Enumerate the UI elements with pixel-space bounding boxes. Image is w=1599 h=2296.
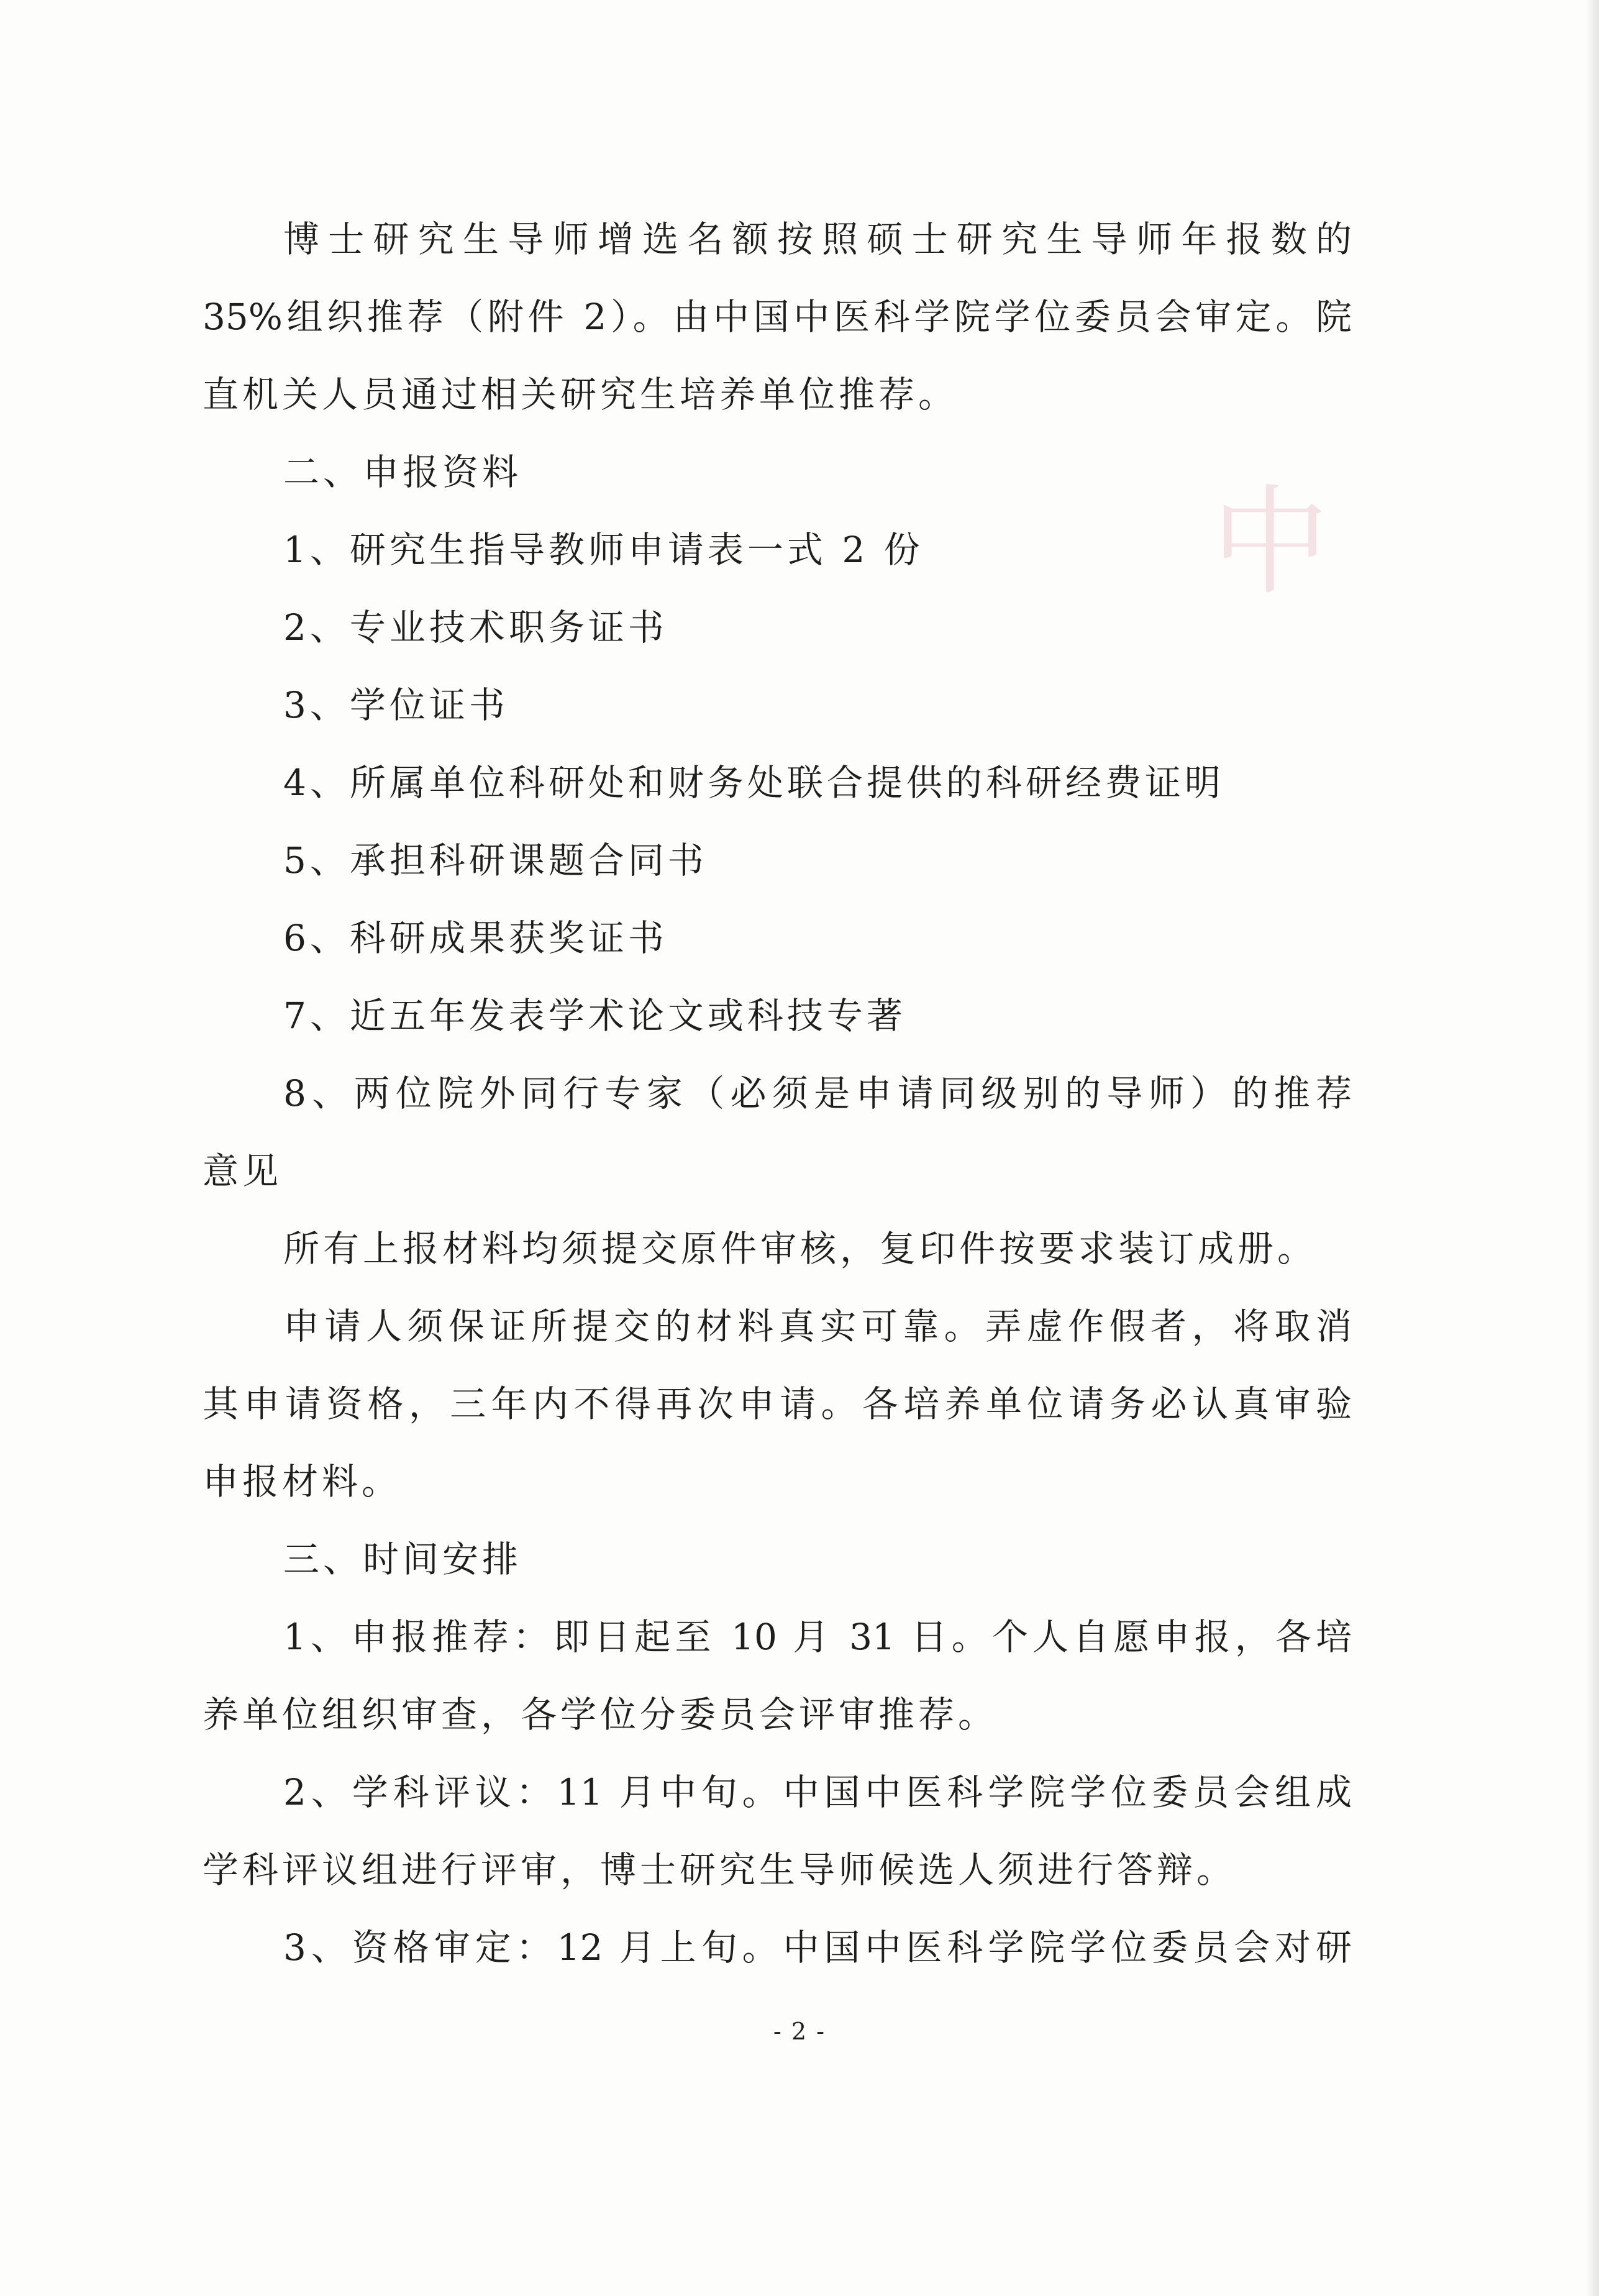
- bleed-through-watermark: 中: [1211, 473, 1355, 611]
- list-item: 7、近五年发表学术论文或科技专著: [283, 995, 906, 1037]
- list-item: 3、学位证书: [283, 684, 509, 726]
- list-item: 4、所属单位科研处和财务处联合提供的科研经费证明: [283, 762, 1224, 804]
- paragraph-line: 直机关人员通过相关研究生培养单位推荐。: [203, 373, 959, 416]
- list-item: 5、承担科研课题合同书: [283, 839, 708, 882]
- section-heading: 二、申报资料: [283, 451, 522, 493]
- paragraph-line: 申报材料。: [203, 1460, 402, 1503]
- paragraph-line: 其申请资格，三年内不得再次申请。各培养单位请务必认真审验: [203, 1383, 1352, 1425]
- schedule-item: 1、申报推荐：即日起至 10 月 31 日。个人自愿申报，各培: [283, 1616, 1352, 1658]
- schedule-item-continuation: 学科评议组进行评审，博士研究生导师候选人须进行答辩。: [203, 1849, 1237, 1891]
- paragraph-line: 35%组织推荐（附件 2）。由中国中医科学院学位委员会审定。院: [203, 296, 1352, 338]
- schedule-item: 2、学科评议：11 月中旬。中国中医科学院学位委员会组成: [283, 1771, 1352, 1813]
- schedule-item: 3、资格审定：12 月上旬。中国中医科学院学位委员会对研: [283, 1926, 1352, 1969]
- list-item: 8、两位院外同行专家（必须是申请同级别的导师）的推荐: [283, 1072, 1352, 1114]
- paragraph-line: 所有上报材料均须提交原件审核，复印件按要求装订成册。: [283, 1228, 1318, 1270]
- list-item-continuation: 意见: [203, 1150, 283, 1192]
- paragraph-line: 申请人须保证所提交的材料真实可靠。弄虚作假者，将取消: [283, 1305, 1352, 1347]
- page-number: - 2 -: [773, 2018, 826, 2045]
- paragraph-line: 博士研究生导师增选名额按照硕士研究生导师年报数的: [283, 218, 1352, 260]
- section-heading: 三、时间安排: [283, 1538, 522, 1580]
- list-item: 1、研究生指导教师申请表一式 2 份: [283, 529, 924, 571]
- list-item: 6、科研成果获奖证书: [283, 917, 668, 959]
- list-item: 2、专业技术职务证书: [283, 606, 668, 649]
- scan-edge-shadow: [1585, 0, 1599, 2296]
- schedule-item-continuation: 养单位组织审查，各学位分委员会评审推荐。: [203, 1693, 998, 1736]
